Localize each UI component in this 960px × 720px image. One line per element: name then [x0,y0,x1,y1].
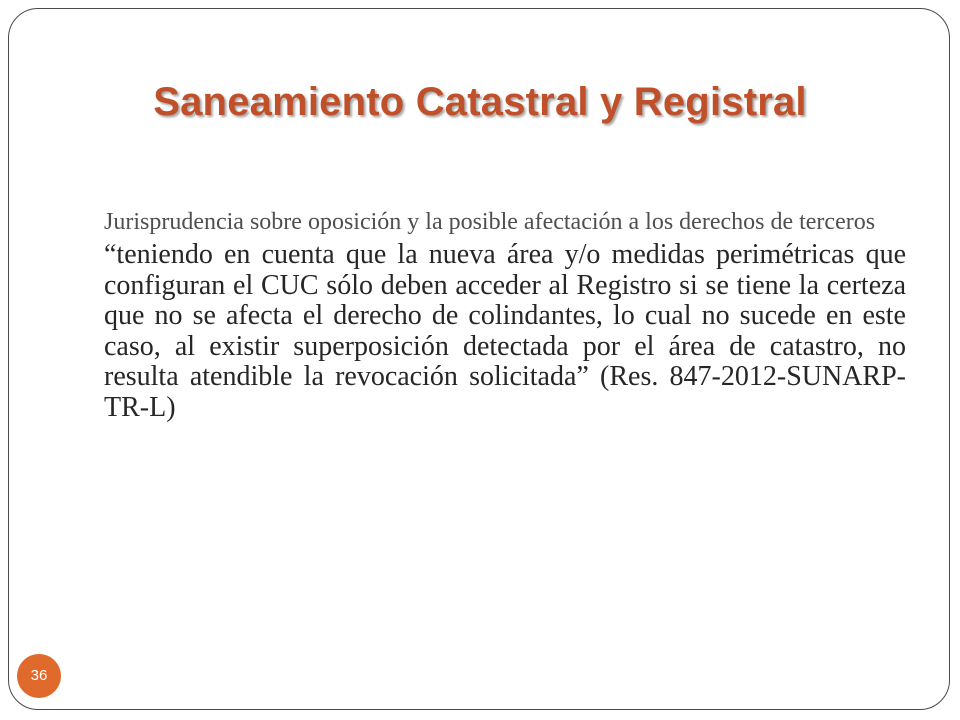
intro-paragraph: Jurisprudencia sobre oposición y la posible afectación a los derechos de terceros [104,209,876,235]
page-number-badge: 36 [17,654,61,698]
slide-body [104,209,906,423]
quote-paragraph: “teniendo en cuenta que la nueva área y/o medidas perimétricas que configuran el CUC sólo deben acceder al Registro si se tiene la certeza que no se afecta el derecho de colindantes, lo cual no sucede en este caso, al existir superposición detectada por el área de catastro, no resulta atendible la revocación solicitada” (Res. 847-2012-SUNARP-TR-L) [104,239,906,423]
slide-title: Saneamiento Catastral y Registral [153,80,807,124]
